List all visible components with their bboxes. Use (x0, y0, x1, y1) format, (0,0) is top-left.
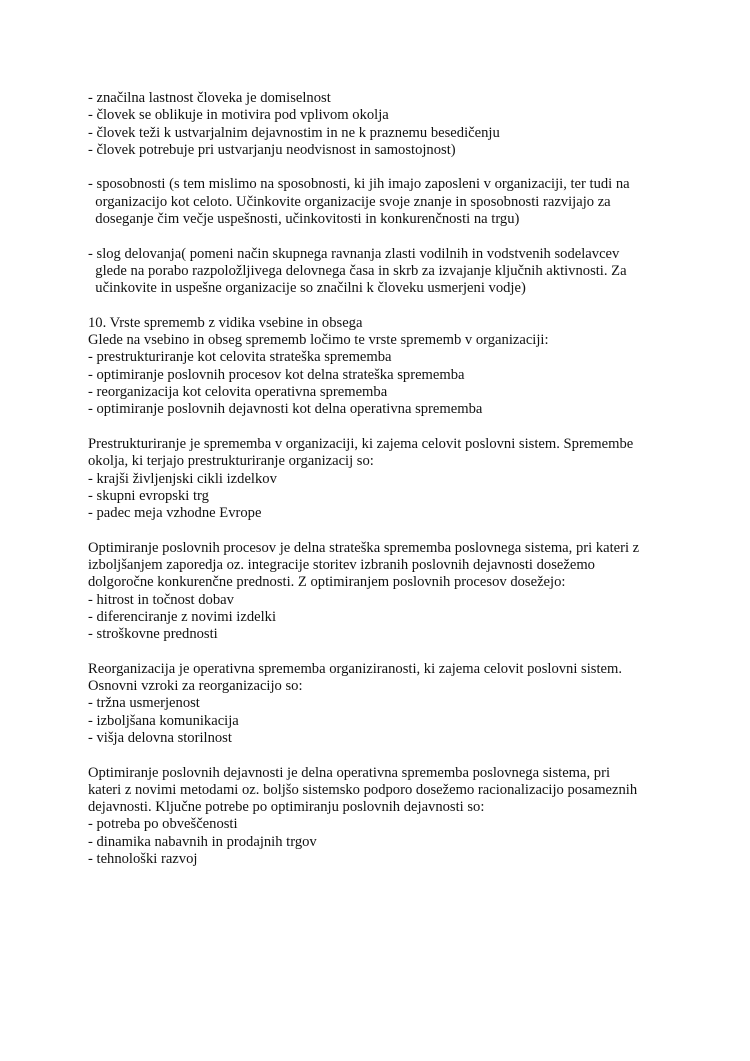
text-line: Glede na vsebino in obseg sprememb ločimo te vrste sprememb v organizaciji: (88, 332, 549, 349)
document-page (88, 90, 688, 886)
text-line: glede na porabo razpoložljivega delovnega časa in skrb za izvajanje ključnih aktivnosti. Za (88, 262, 627, 279)
text-line: okolja, ki terjajo prestrukturiranje organizacij so: (88, 453, 374, 470)
list-item: - krajši življenjski cikli izdelkov (88, 470, 277, 487)
text-line: Osnovni vzroki za reorganizacijo so: (88, 678, 303, 695)
list-item: - skupni evropski trg (88, 487, 209, 504)
text-line: dolgoročne konkurenčne prednosti. Z optimiranjem poslovnih procesov dosežejo: (88, 574, 566, 591)
list-item: - dinamika nabavnih in prodajnih trgov (88, 833, 317, 850)
text-line: učinkovite in uspešne organizacije so značilni k človeku usmerjeni vodje) (88, 280, 526, 297)
list-item: - reorganizacija kot celovita operativna sprememba (88, 384, 388, 401)
list-item: - značilna lastnost človeka je domiselnost (88, 90, 331, 106)
list-item: - človek potrebuje pri ustvarjanju neodvisnost in samostojnost) (88, 141, 456, 158)
list-item: - diferenciranje z novimi izdelki (88, 608, 277, 625)
text-line: 10. Vrste sprememb z vidika vsebine in obsega (88, 314, 363, 331)
list-item: - prestrukturiranje kot celovita strateška sprememba (88, 349, 392, 366)
list-item: - tehnološki razvoj (88, 851, 198, 868)
text-line: doseganje čim večje uspešnosti, učinkovitosti in konkurenčnosti na trgu) (88, 211, 520, 228)
text-line: Reorganizacija je operativna sprememba organiziranosti, ki zajema celovit poslovni sistem. (88, 660, 622, 677)
text-line: organizacijo kot celoto. Učinkovite organizacije svoje znanje in sposobnosti razvijajo za (88, 193, 611, 210)
list-item: - človek se oblikuje in motivira pod vplivom okolja (88, 107, 389, 124)
list-item: - padec meja vzhodne Evrope (88, 505, 262, 522)
text-line: izboljšanjem zaporedja oz. integracije storitev izbranih poslovnih dejavnosti dosežemo (88, 557, 595, 574)
list-item: - sposobnosti (s tem mislimo na sposobnosti, ki jih imajo zaposleni v organizaciji, ter tudi na (88, 176, 630, 193)
text-line: Optimiranje poslovnih dejavnosti je delna operativna sprememba poslovnega sistema, pri (88, 764, 611, 781)
list-item: - optimiranje poslovnih procesov kot delna strateška sprememba (88, 366, 465, 383)
list-item: - stroškovne prednosti (88, 626, 218, 643)
list-item: - hitrost in točnost dobav (88, 591, 234, 608)
list-item: - višja delovna storilnost (88, 729, 232, 746)
paragraph (88, 315, 688, 419)
list-item: - slog delovanja( pomeni način skupnega ravnanja zlasti vodilnih in vodstvenih sodelavcev (88, 245, 620, 262)
list-item: - potreba po obveščenosti (88, 816, 238, 833)
list-item: - izboljšana komunikacija (88, 712, 239, 729)
text-line: Optimiranje poslovnih procesov je delna strateška sprememba poslovnega sistema, pri kateri z (88, 539, 640, 556)
list-item: - optimiranje poslovnih dejavnosti kot delna operativna sprememba (88, 401, 483, 418)
text-line: Prestrukturiranje je sprememba v organizaciji, ki zajema celovit poslovni sistem. Spremembe (88, 435, 634, 452)
paragraph (88, 176, 688, 228)
text-line: dejavnosti. Ključne potrebe po optimiranju poslovnih dejavnosti so: (88, 799, 485, 816)
paragraph (88, 246, 688, 298)
text-line: kateri z novimi metodami oz. boljšo sistemsko podporo dosežemo racionalizacijo posameznih (88, 781, 638, 798)
paragraph (88, 90, 688, 159)
paragraph (88, 436, 688, 522)
list-item: - človek teži k ustvarjalnim dejavnostim in ne k praznemu besedičenju (88, 124, 500, 141)
list-item: - tržna usmerjenost (88, 695, 200, 712)
paragraph (88, 661, 688, 747)
paragraph (88, 540, 688, 644)
paragraph (88, 765, 688, 869)
